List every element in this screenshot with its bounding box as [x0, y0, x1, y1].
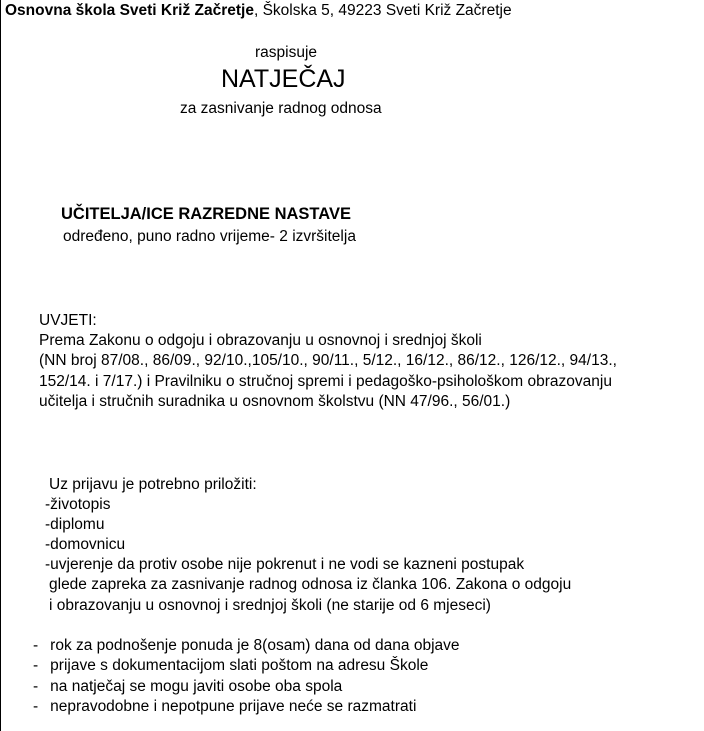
- attachments-heading: Uz prijavu je potrebno priložiti:: [49, 476, 257, 493]
- attachment-item: -domovnicu: [45, 536, 126, 553]
- position-name: UČITELJA/ICE RAZREDNE NASTAVE: [61, 205, 351, 223]
- title-pre: raspisuje: [255, 44, 318, 61]
- conditions-line: učitelja i stručnih suradnika u osnovnom školstvu (NN 47/96., 56/01.): [39, 393, 511, 410]
- note-text: nepravodobne i nepotpune prijave neće se razmatrati: [50, 698, 417, 715]
- header: Osnovna škola Sveti Križ Začretje, Školska 5, 49223 Sveti Križ Začretje: [5, 2, 512, 19]
- school-address: Školska 5, 49223 Sveti Križ Začretje: [262, 2, 512, 19]
- note-item: [33, 697, 416, 717]
- attachment-item: -životopis: [45, 496, 111, 513]
- title-sub: za zasnivanje radnog odnosa: [180, 100, 382, 117]
- note-text: prijave s dokumentacijom slati poštom na adresu Škole: [50, 657, 429, 674]
- conditions-line: 152/14. i 7/17.) i Pravilniku o stručnoj spremi i pedagoško-psihološkom obrazovanju: [39, 373, 612, 390]
- note-bullet: -: [33, 657, 39, 674]
- page-title: NATJEČAJ: [221, 65, 346, 93]
- school-name: Osnovna škola Sveti Križ Začretje: [5, 2, 254, 19]
- conditions-line: Prema Zakonu o odgoju i obrazovanju u osnovnoj i srednjoj školi: [39, 332, 482, 349]
- attachment-item: -diplomu: [45, 516, 105, 533]
- conditions-line: (NN broj 87/08., 86/09., 92/10.,105/10., 90/11., 5/12., 16/12., 86/12., 126/12., 94/13.,: [39, 352, 617, 369]
- attachment-item: i obrazovanju u osnovnoj i srednjoj školi (ne starije od 6 mjeseci): [49, 597, 491, 614]
- note-bullet: -: [33, 637, 39, 654]
- note-item: [33, 677, 342, 697]
- note-text: na natječaj se mogu javiti osobe oba spola: [50, 678, 343, 695]
- position-details: određeno, puno radno vrijeme- 2 izvršitelja: [63, 228, 356, 245]
- note-item: [33, 656, 428, 676]
- note-text: rok za podnošenje ponuda je 8(osam) dana od dana objave: [50, 637, 460, 654]
- note-bullet: -: [33, 678, 39, 695]
- note-item: [33, 636, 460, 656]
- conditions-heading: UVJETI:: [39, 312, 97, 329]
- attachment-item: -uvjerenje da protiv osobe nije pokrenut i ne vodi se kazneni postupak: [45, 556, 525, 573]
- note-bullet: -: [33, 698, 39, 715]
- attachment-item: glede zapreka za zasnivanje radnog odnosa iz članka 106. Zakona o odgoju: [49, 576, 572, 593]
